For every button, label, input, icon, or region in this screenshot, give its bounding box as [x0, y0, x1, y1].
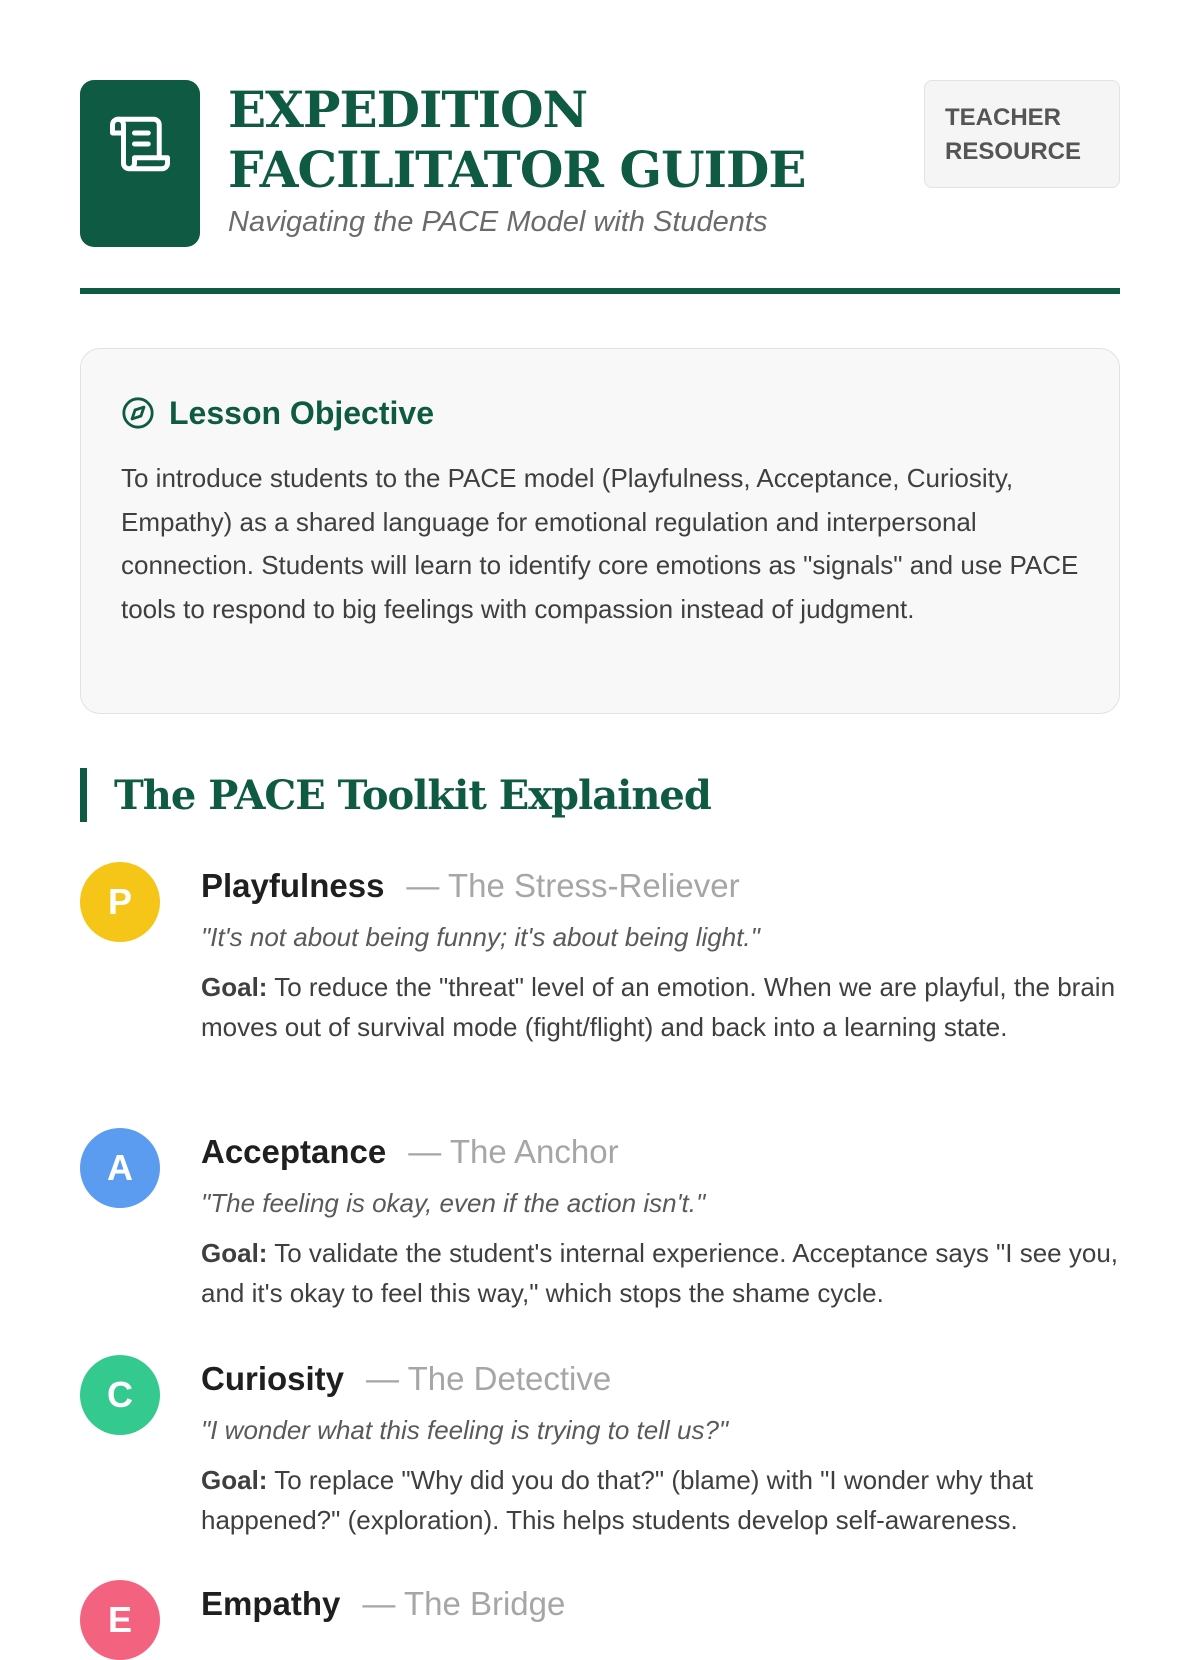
facilitator-guide-page	[80, 80, 1120, 1640]
entry-name: Curiosity	[201, 1360, 345, 1397]
title-line-1: EXPEDITION	[228, 80, 588, 139]
goal-label: Goal:	[201, 972, 268, 1002]
entry-heading	[201, 1355, 1121, 1403]
letter-badge-c: C	[80, 1355, 160, 1435]
guide-header	[80, 80, 1120, 248]
title-block	[228, 80, 806, 239]
entry-heading	[201, 1128, 1121, 1176]
goal-text: To validate the student's internal experience. Acceptance says "I see you, and it's okay to feel this way," which stops the shame cycle.	[201, 1238, 1119, 1308]
entry-role: — The Bridge	[362, 1585, 566, 1622]
entry-body	[201, 1580, 1121, 1628]
letter-badge-p: P	[80, 862, 160, 942]
entry-heading	[201, 862, 1121, 910]
goal-label: Goal:	[201, 1238, 268, 1268]
page-title	[228, 80, 806, 200]
goal-text: To reduce the "threat" level of an emotion. When we are playful, the brain moves out of survival mode (fight/flight) and back into a learning state.	[201, 972, 1116, 1042]
entry-name: Acceptance	[201, 1133, 387, 1170]
entry-body	[201, 862, 1121, 1047]
entry-body	[201, 1355, 1121, 1540]
entry-quote: "The feeling is okay, even if the action isn't."	[201, 1188, 706, 1218]
objective-heading	[121, 393, 1079, 433]
section-heading	[80, 768, 711, 822]
scroll-icon	[80, 80, 200, 247]
entry-role: — The Detective	[366, 1360, 612, 1397]
entry-heading	[201, 1580, 1121, 1628]
badge-line-1: TEACHER	[945, 104, 1062, 131]
title-line-2: FACILITATOR GUIDE	[228, 140, 806, 199]
objective-title: Lesson Objective	[169, 394, 434, 431]
entry-quote: "I wonder what this feeling is trying to tell us?"	[201, 1415, 729, 1445]
header-divider	[80, 288, 1120, 294]
letter-badge-a: A	[80, 1128, 160, 1208]
entry-goal	[201, 967, 1121, 1047]
compass-icon	[121, 396, 155, 430]
entry-body	[201, 1128, 1121, 1313]
page-subtitle: Navigating the PACE Model with Students	[228, 206, 768, 238]
lesson-objective-card	[80, 348, 1120, 714]
entry-goal	[201, 1460, 1121, 1540]
entry-quote: "It's not about being funny; it's about being light."	[201, 922, 760, 952]
letter-badge-e: E	[80, 1580, 160, 1660]
section-accent-bar	[80, 768, 87, 822]
goal-text: To replace "Why did you do that?" (blame) with "I wonder why that happened?" (exploration). This helps students develop self-awareness.	[201, 1465, 1034, 1535]
goal-label: Goal:	[201, 1465, 268, 1495]
entry-role: — The Stress-Reliever	[406, 867, 740, 904]
section-title: The PACE Toolkit Explained	[114, 771, 711, 819]
entry-role: — The Anchor	[408, 1133, 619, 1170]
badge-line-2: RESOURCE	[945, 138, 1082, 165]
entry-name: Playfulness	[201, 867, 385, 904]
objective-text: To introduce students to the PACE model (Playfulness, Acceptance, Curiosity, Empathy) as a shared language for emotional regulation and interpersonal connection. Students will learn to identify core emotions as "signals" and use PACE tools to respond to big feelings with compassion instead of judgment.	[121, 463, 1079, 624]
teacher-resource-badge	[924, 80, 1120, 188]
entry-goal	[201, 1233, 1121, 1313]
entry-name: Empathy	[201, 1585, 341, 1622]
